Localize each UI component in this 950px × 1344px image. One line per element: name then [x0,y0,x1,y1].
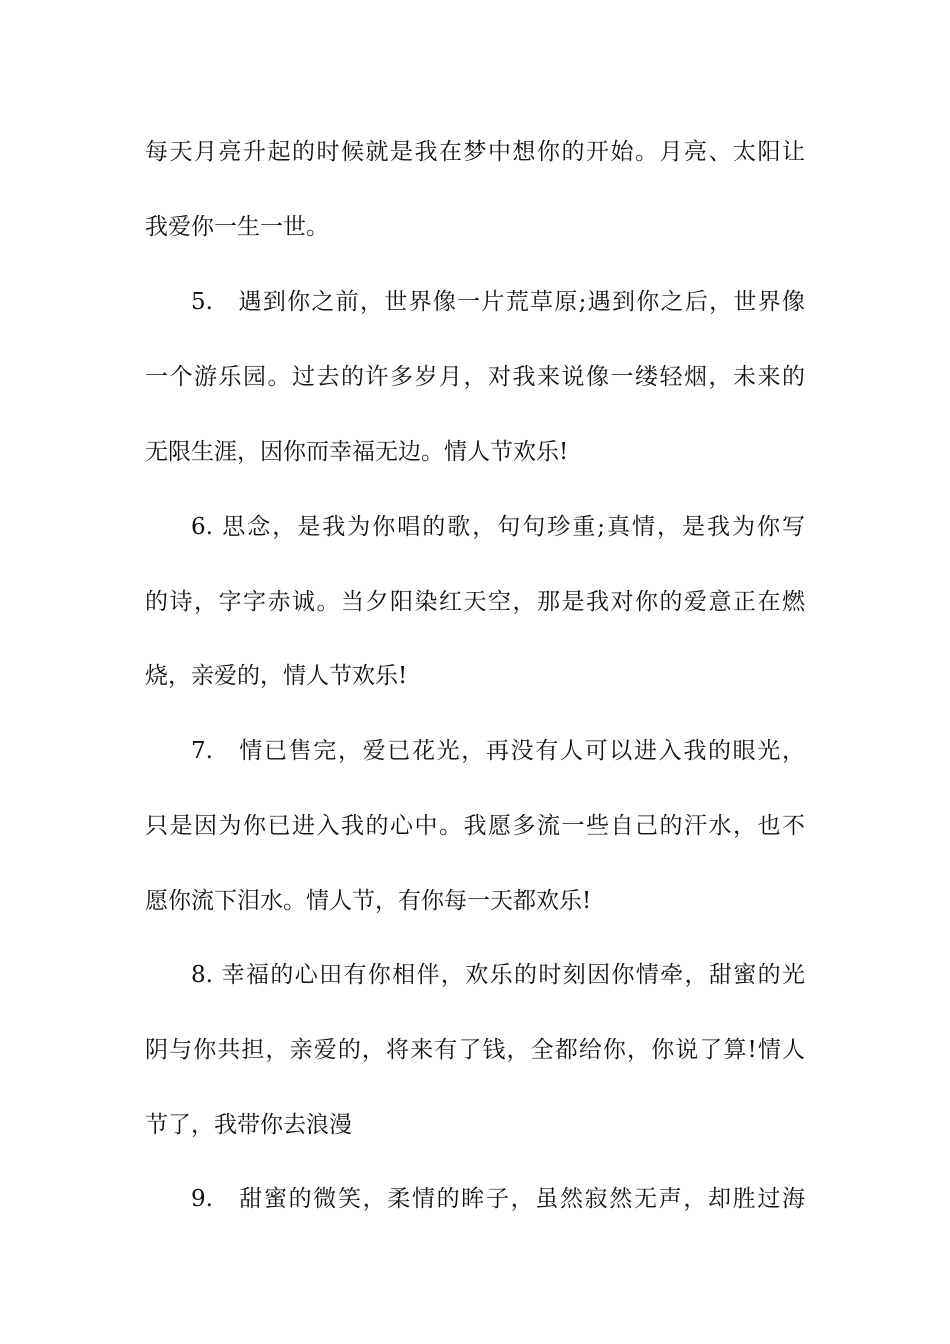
paragraph-line: 阴与你共担，亲爱的，将来有了钱，全都给你，你说了算!情人 [145,1037,805,1063]
paragraph-line: 只是因为你已进入我的心中。我愿多流一些自己的汗水，也不 [145,813,805,839]
paragraph-line: 8. 幸福的心田有你相伴，欢乐的时刻因你情牵，甜蜜的光 [191,962,805,988]
paragraph-line: 9. 甜蜜的微笑，柔情的眸子，虽然寂然无声，却胜过海 [191,1186,805,1212]
paragraph-line: 无限生涯，因你而幸福无边。情人节欢乐! [145,439,569,465]
paragraph-line: 一个游乐园。过去的许多岁月，对我来说像一缕轻烟，未来的 [145,364,805,390]
paragraph-line: 愿你流下泪水。情人节，有你每一天都欢乐! [145,888,592,914]
paragraph-line: 每天月亮升起的时候就是我在梦中想你的开始。月亮、太阳让 [145,139,805,165]
paragraph-line: 5. 遇到你之前，世界像一片荒草原;遇到你之后，世界像 [191,289,805,315]
paragraph-line: 我爱你一生一世。 [145,214,329,240]
paragraph-line: 烧，亲爱的，情人节欢乐! [145,663,408,689]
paragraph-line: 的诗，字字赤诚。当夕阳染红天空，那是我对你的爱意正在燃 [145,589,805,615]
paragraph-line: 7. 情已售完，爱已花光，再没有人可以进入我的眼光， [191,738,805,764]
paragraph-line: 节了，我带你去浪漫 [145,1112,352,1138]
paragraph-line: 6. 思念，是我为你唱的歌，句句珍重;真情，是我为你写 [191,514,805,540]
